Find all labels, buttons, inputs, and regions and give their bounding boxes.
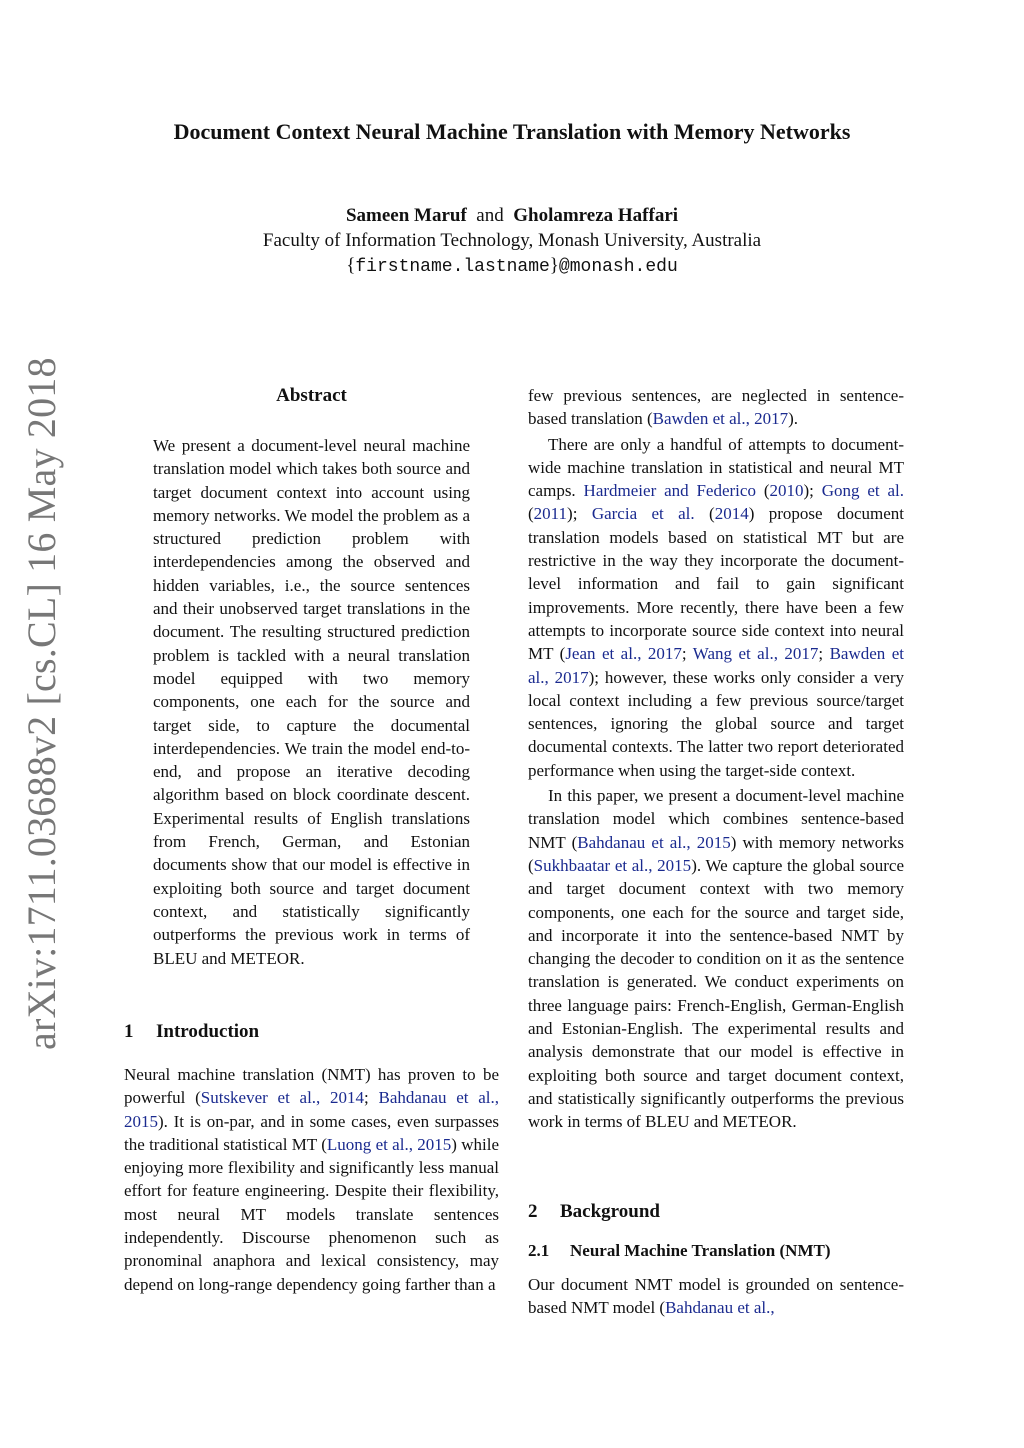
section-heading-introduction <box>124 1020 499 1044</box>
paragraph <box>528 1273 904 1320</box>
section-number: 1 <box>124 1021 134 1042</box>
citation-link[interactable]: Bahdanau et al., 2015 <box>577 832 731 852</box>
paragraph <box>528 784 904 1133</box>
arxiv-sidebar-stamp: arXiv:1711.03688v2 [cs.CL] 16 May 2018 <box>19 357 64 1050</box>
citation-link[interactable]: Sutskever et al., 2014 <box>200 1088 365 1108</box>
text-run: ; <box>818 644 830 664</box>
text-run: ); <box>803 481 822 501</box>
citation-link[interactable]: Bawden et al., 2017 <box>528 644 904 687</box>
subsection-heading-nmt <box>528 1240 904 1262</box>
citation-link[interactable]: Garcia et al. <box>591 504 695 524</box>
email-domain: @monash.edu <box>558 257 678 277</box>
email-brace-close: } <box>549 255 559 276</box>
affiliation: Faculty of Information Technology, Monash University, Australia <box>262 230 762 251</box>
email-user: firstname.lastname <box>355 257 550 277</box>
text-run: ) while enjoying more flexibility and significantly less manual effort for feature engineering. Despite their flexibility, most neural MT models translate sentences independently. Discourse phenomenon such as pronominal anaphora and lexical consistency, may depend on long-range dependency going farther than a <box>124 1134 499 1294</box>
citation-link[interactable]: Bahdanau et al., <box>665 1298 775 1318</box>
section-title: Introduction <box>156 1021 260 1042</box>
text-run: Neural machine translation (NMT) has proven to be powerful ( <box>124 1065 499 1108</box>
citation-link[interactable]: 2014 <box>714 504 749 524</box>
text-run: ( <box>694 504 715 524</box>
text-run: Our document NMT model is grounded on sentence-based NMT model ( <box>528 1275 904 1318</box>
citation-link[interactable]: 2011 <box>533 504 568 524</box>
intro-paragraph <box>124 1063 499 1296</box>
subsection-title: Neural Machine Translation (NMT) <box>570 1241 831 1260</box>
citation-link[interactable]: Bahdanau et al., 2015 <box>124 1088 499 1131</box>
citation-link[interactable]: Wang et al., 2017 <box>692 644 819 664</box>
text-run: ); <box>567 504 592 524</box>
paragraph <box>528 433 904 782</box>
text-run: ); however, these works only consider a very local context including a few previous source/target sentences, ignoring the global source and target documental contexts. The latter two report deteriorated performance when using the target-side context. <box>528 667 904 780</box>
author-conjunction: and <box>476 205 504 226</box>
text-run: few previous sentences, are neglected in sentence-based translation ( <box>528 386 904 429</box>
citation-link[interactable]: 2010 <box>769 481 804 501</box>
citation-link[interactable]: Sukhbaatar et al., 2015 <box>533 855 692 875</box>
text-run: ). It is on-par, and in some cases, even surpasses the traditional statistical MT ( <box>124 1111 499 1154</box>
text-run: ; <box>364 1088 379 1108</box>
email-brace-open: { <box>346 255 356 276</box>
text-run: ( <box>528 504 534 524</box>
text-run: ) propose document translation models based on statistical MT but are restrictive in the way they incorporate the document-level information and fail to gain significant improvements. More recently, there have been a few attempts to incorporate source side context into neural MT ( <box>528 504 904 664</box>
text-run: ). We capture the global source and target document context with two memory components, one each for the source and target side, and incorporate it into the sentence-based NMT by changing the decoder to condition on it as the sentence translation is generated. We conduct experiments on three language pairs: French-English, German-English and Estonian-English. The experimental results and analysis demonstrate that our model is effective in exploiting both source and target document context, and statistically significantly outperforms the previous work in terms of BLEU and METEOR. <box>528 855 904 1132</box>
text-run: ) with memory networks ( <box>528 832 904 875</box>
paper-title: Document Context Neural Machine Translation with Memory Networks <box>173 119 851 144</box>
background-paragraph <box>528 1273 904 1320</box>
abstract-heading: Abstract <box>276 385 347 406</box>
citation-link[interactable]: Jean et al., 2017 <box>565 644 682 664</box>
text-run: ( <box>755 481 770 501</box>
subsection-number: 2.1 <box>528 1241 550 1260</box>
author-line <box>0 203 1024 228</box>
citation-link[interactable]: Hardmeier and Federico <box>583 481 756 501</box>
section-title: Background <box>560 1201 660 1222</box>
paragraph <box>528 384 904 431</box>
section-number: 2 <box>528 1201 538 1222</box>
citation-link[interactable]: Luong et al., 2015 <box>326 1134 452 1154</box>
abstract-text: We present a document-level neural machine translation model which takes both source and target document context into account using memory networks. We model the problem as a structured prediction problem with interdependencies among the observed and hidden variables, i.e., the source sentences and their unobserved target translations in the document. The resulting structured prediction problem is tackled with a neural translation model equipped with two memory components, one each for the source and target side, to capture the documental interdependencies. We train the model end-to-end, and propose an iterative decoding algorithm based on block coordinate descent. Experimental results of English translations from French, German, and Estonian documents show that our model is effective in exploiting both source and target document context, and statistically significantly outperforms the previous work in terms of BLEU and METEOR. <box>153 436 470 968</box>
section-heading-background <box>528 1200 904 1224</box>
paragraph <box>124 1063 499 1296</box>
email-line <box>0 254 1024 279</box>
text-run: There are only a handful of attempts to document-wide machine translation in statistical and neural MT camps. <box>528 434 904 501</box>
author-name: Sameen Maruf <box>345 205 467 226</box>
text-run: In this paper, we present a document-level machine translation model which combines sentence-based NMT ( <box>528 786 904 852</box>
author-name: Gholamreza Haffari <box>513 205 679 226</box>
citation-link[interactable]: Bawden et al., 2017 <box>652 409 789 429</box>
right-column-text <box>528 384 904 1134</box>
text-run: ). <box>788 409 799 429</box>
citation-link[interactable]: Gong et al. <box>821 481 905 501</box>
text-run: ; <box>681 644 693 664</box>
